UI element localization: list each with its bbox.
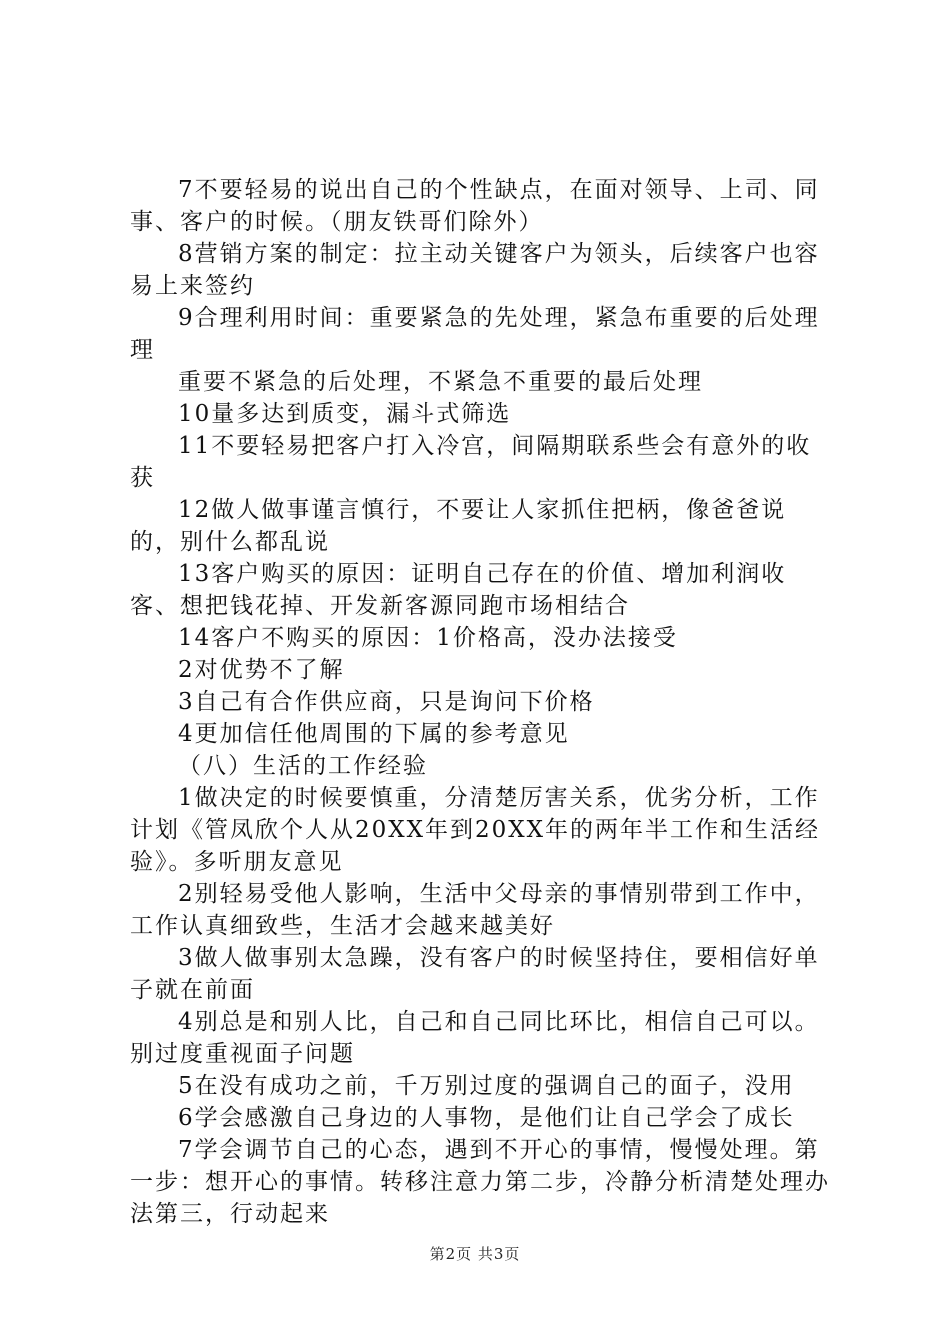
paragraph: 3做人做事别太急躁，没有客户的时候坚持住，要相信好单子就在前面 bbox=[130, 945, 820, 1003]
paragraph: 7不要轻易的说出自己的个性缺点，在面对领导、上司、同事、客户的时候。（朋友铁哥们除外） bbox=[130, 177, 820, 235]
paragraph: 14客户不购买的原因：1价格高，没办法接受 bbox=[178, 625, 678, 651]
paragraph: 4更加信任他周围的下属的参考意见 bbox=[178, 721, 570, 747]
paragraph: 13客户购买的原因：证明自己存在的价值、增加利润收客、想把钱花掉、开发新客源同跑市场相结合 bbox=[130, 561, 787, 619]
paragraph: 2对优势不了解 bbox=[178, 657, 345, 683]
paragraph: 11不要轻易把客户打入冷宫，间隔期联系些会有意外的收获 bbox=[130, 433, 812, 491]
paragraph: 10量多达到质变，漏斗式筛选 bbox=[178, 401, 512, 427]
section-heading: （八）生活的工作经验 bbox=[178, 753, 428, 779]
paragraph: 1做决定的时候要慎重，分清楚厉害关系，优劣分析，工作计划《管凤欣个人从20XX年到20XX年的两年半工作和生活经验》。多听朋友意见 bbox=[130, 785, 821, 875]
paragraph: 8营销方案的制定：拉主动关键客户为领头，后续客户也容易上来签约 bbox=[130, 241, 820, 299]
page-number: 第2页 共3页 bbox=[429, 1245, 521, 1263]
paragraph: 4别总是和别人比，自己和自己同比环比，相信自己可以。别过度重视面子问题 bbox=[130, 1009, 820, 1067]
paragraph: 6学会感激自己身边的人事物，是他们让自己学会了成长 bbox=[178, 1105, 795, 1131]
paragraph: 9合理利用时间：重要紧急的先处理，紧急布重要的后处理理 bbox=[130, 305, 820, 363]
paragraph: 重要不紧急的后处理，不紧急不重要的最后处理 bbox=[178, 369, 703, 395]
document-body bbox=[130, 174, 835, 1230]
paragraph: 12做人做事谨言慎行，不要让人家抓住把柄，像爸爸说的，别什么都乱说 bbox=[130, 497, 787, 555]
paragraph: 3自己有合作供应商，只是询问下价格 bbox=[178, 689, 595, 715]
paragraph: 2别轻易受他人影响，生活中父母亲的事情别带到工作中，工作认真细致些，生活才会越来越美好 bbox=[130, 881, 820, 939]
paragraph: 7学会调节自己的心态，遇到不开心的事情，慢慢处理。第一步：想开心的事情。转移注意力第二步，冷静分析清楚处理办法第三，行动起来 bbox=[130, 1137, 830, 1227]
paragraph: 5在没有成功之前，千万别过度的强调自己的面子，没用 bbox=[178, 1073, 795, 1099]
